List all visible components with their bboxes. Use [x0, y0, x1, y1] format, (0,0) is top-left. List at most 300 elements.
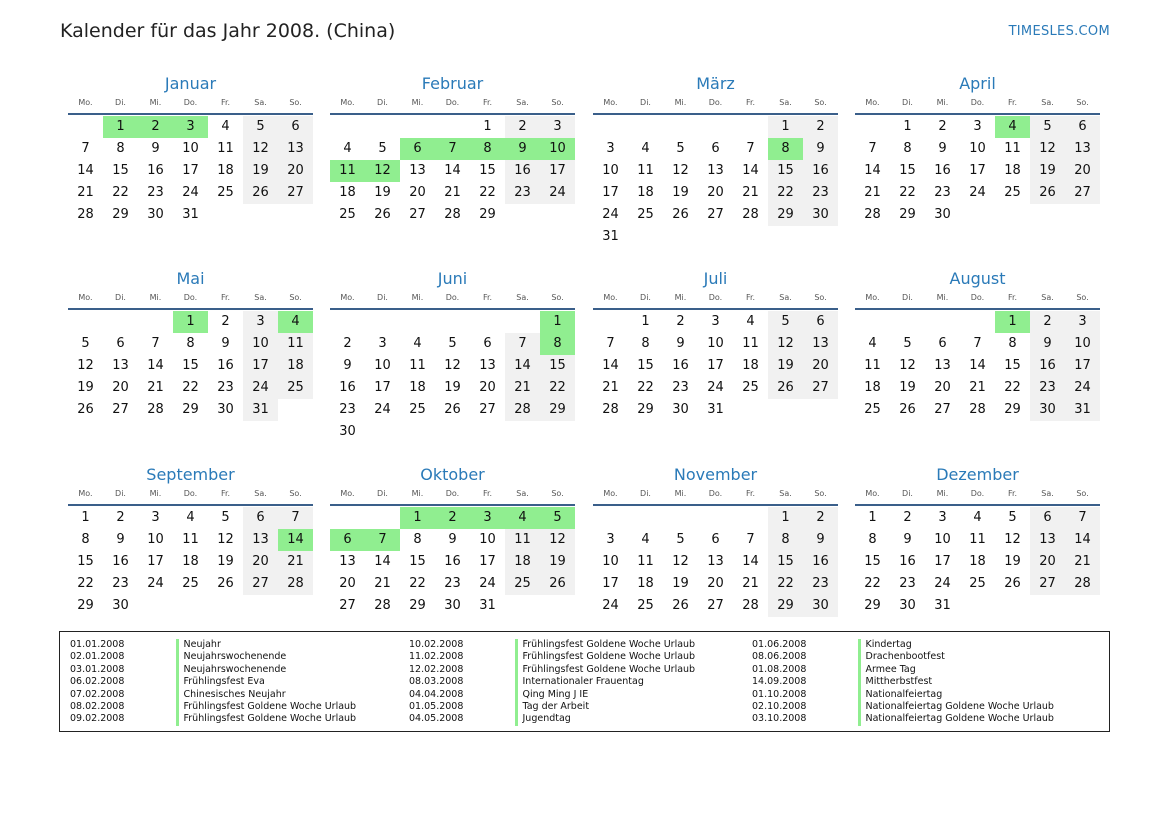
empty-cell — [855, 116, 890, 138]
day-cell: 20 — [409, 185, 426, 200]
weekday-label: Mo. — [603, 489, 618, 498]
day-cell: 2 — [343, 336, 352, 351]
holiday-date: 01.08.2008 — [752, 663, 807, 675]
day-grid — [68, 310, 313, 421]
weekday-label: Sa. — [516, 98, 529, 107]
day-cell: 22 — [637, 380, 654, 395]
day-cell: 6 — [1065, 116, 1100, 138]
day-cell: 5 — [768, 311, 803, 333]
day-cell: 9 — [448, 532, 457, 547]
day-cell: 24 — [479, 576, 496, 591]
holiday-date: 02.10.2008 — [752, 700, 807, 712]
month-märz — [593, 74, 838, 248]
day-cell: 10 — [707, 336, 724, 351]
day-cell: 29 — [112, 207, 129, 222]
day-cell: 10 — [182, 141, 199, 156]
day-cell: 2 — [505, 116, 540, 138]
day-cell: 22 — [182, 380, 199, 395]
month-mai — [68, 269, 313, 421]
legend-row — [60, 639, 356, 651]
day-cell: 9 — [938, 141, 947, 156]
holiday-marker — [176, 651, 179, 663]
day-cell: 8 — [1008, 336, 1017, 351]
empty-cell — [733, 116, 768, 138]
month-november — [593, 465, 838, 617]
holiday-day-cell: 2 — [138, 116, 173, 138]
day-cell: 20 — [1030, 551, 1065, 573]
day-cell: 4 — [413, 336, 422, 351]
holiday-marker — [858, 689, 861, 701]
holiday-date: 03.01.2008 — [70, 663, 125, 675]
legend-row — [399, 651, 695, 663]
month-name: Februar — [421, 74, 484, 93]
holiday-date: 07.02.2008 — [70, 688, 125, 700]
weekday-label: Fr. — [1007, 98, 1018, 107]
day-cell: 31 — [243, 399, 278, 421]
weekday-label: Di. — [115, 489, 126, 498]
day-cell: 16 — [217, 358, 234, 373]
weekday-label: Di. — [115, 293, 126, 302]
weekday-label: Mi. — [674, 489, 687, 498]
day-cell: 15 — [1004, 358, 1021, 373]
holiday-name: Qing Ming J IE — [522, 688, 589, 700]
day-cell: 3 — [378, 336, 387, 351]
day-cell: 12 — [540, 529, 575, 551]
day-cell: 12 — [77, 358, 94, 373]
holiday-date: 08.03.2008 — [409, 676, 464, 688]
weekday-header — [593, 489, 838, 499]
legend-row — [742, 713, 1054, 725]
day-cell: 28 — [742, 598, 759, 613]
day-cell: 1 — [768, 116, 803, 138]
day-cell: 3 — [938, 510, 947, 525]
day-cell: 26 — [444, 402, 461, 417]
weekday-label: Fr. — [1007, 293, 1018, 302]
day-cell: 6 — [243, 507, 278, 529]
holiday-name: Drachenbootfest — [865, 651, 945, 663]
day-cell: 3 — [1065, 311, 1100, 333]
day-cell: 13 — [278, 138, 313, 160]
weekday-label: So. — [1076, 489, 1089, 498]
day-cell: 22 — [899, 185, 916, 200]
site-link[interactable]: TIMESLES.COM — [1008, 24, 1110, 39]
day-cell: 21 — [742, 185, 759, 200]
day-cell: 20 — [707, 185, 724, 200]
legend-column — [399, 639, 695, 726]
day-cell: 19 — [540, 551, 575, 573]
holiday-marker — [858, 664, 861, 676]
day-cell: 10 — [969, 141, 986, 156]
empty-cell — [925, 311, 960, 333]
empty-cell — [103, 311, 138, 333]
weekday-label: Mo. — [78, 489, 93, 498]
day-cell: 8 — [413, 532, 422, 547]
weekday-label: Mi. — [149, 293, 162, 302]
day-cell: 7 — [278, 507, 313, 529]
day-cell: 3 — [540, 116, 575, 138]
holiday-date: 01.06.2008 — [752, 639, 807, 650]
holiday-name: Nationalfeiertag Goldene Woche Urlaub — [865, 700, 1054, 712]
day-cell: 16 — [147, 163, 164, 178]
month-name: Juni — [437, 269, 468, 288]
day-cell: 5 — [243, 116, 278, 138]
weekday-label: Di. — [115, 98, 126, 107]
weekday-label: So. — [551, 489, 564, 498]
holiday-name: Neujahr — [183, 639, 221, 650]
legend-row — [60, 713, 356, 725]
day-cell: 7 — [746, 532, 755, 547]
month-september — [68, 465, 313, 617]
holiday-day-cell: 8 — [540, 333, 575, 355]
weekday-label: So. — [551, 98, 564, 107]
day-cell: 29 — [768, 204, 803, 226]
weekday-label: Mo. — [603, 98, 618, 107]
day-cell: 25 — [278, 377, 313, 399]
day-cell: 26 — [77, 402, 94, 417]
day-cell: 22 — [768, 182, 803, 204]
day-cell: 4 — [343, 141, 352, 156]
empty-cell — [855, 311, 890, 333]
day-cell: 18 — [864, 380, 881, 395]
empty-cell — [330, 507, 365, 529]
day-cell: 31 — [479, 598, 496, 613]
day-cell: 7 — [505, 333, 540, 355]
weekday-label: Do. — [708, 293, 723, 302]
empty-cell — [960, 311, 995, 333]
day-cell: 15 — [768, 551, 803, 573]
day-cell: 6 — [803, 311, 838, 333]
day-grid — [593, 115, 838, 248]
day-cell: 4 — [641, 532, 650, 547]
day-cell: 21 — [444, 185, 461, 200]
weekday-label: Mi. — [936, 98, 949, 107]
day-cell: 11 — [864, 358, 881, 373]
day-cell: 13 — [479, 358, 496, 373]
day-cell: 13 — [1065, 138, 1100, 160]
day-cell: 16 — [1030, 355, 1065, 377]
day-cell: 18 — [278, 355, 313, 377]
empty-cell — [330, 311, 365, 333]
day-cell: 5 — [676, 141, 685, 156]
day-cell: 30 — [934, 207, 951, 222]
weekday-label: Sa. — [254, 489, 267, 498]
empty-cell — [365, 116, 400, 138]
day-cell: 10 — [602, 163, 619, 178]
day-cell: 26 — [1004, 576, 1021, 591]
day-cell: 21 — [602, 380, 619, 395]
holiday-day-cell: 7 — [365, 529, 400, 551]
weekday-header — [855, 293, 1100, 303]
day-cell: 15 — [864, 554, 881, 569]
day-cell: 9 — [1030, 333, 1065, 355]
holiday-marker — [515, 651, 518, 663]
day-cell: 2 — [221, 314, 230, 329]
empty-cell — [365, 311, 400, 333]
day-cell: 28 — [278, 573, 313, 595]
holiday-legend — [59, 631, 1110, 732]
holiday-name: Frühlingsfest Goldene Woche Urlaub — [522, 663, 696, 675]
holiday-marker — [515, 664, 518, 676]
day-cell: 24 — [182, 185, 199, 200]
day-cell: 14 — [444, 163, 461, 178]
day-cell: 26 — [768, 377, 803, 399]
weekday-label: Mo. — [603, 293, 618, 302]
day-cell: 9 — [903, 532, 912, 547]
empty-cell — [330, 116, 365, 138]
holiday-marker — [858, 713, 861, 725]
day-cell: 1 — [483, 119, 492, 134]
day-cell: 25 — [864, 402, 881, 417]
weekday-header — [330, 293, 575, 303]
holiday-name: Frühlingsfest Goldene Woche Urlaub — [183, 700, 357, 712]
empty-cell — [698, 507, 733, 529]
legend-row — [399, 676, 695, 688]
legend-row — [60, 651, 356, 663]
day-cell: 13 — [803, 333, 838, 355]
weekday-label: Fr. — [482, 98, 493, 107]
empty-cell — [365, 507, 400, 529]
day-cell: 6 — [1030, 507, 1065, 529]
weekday-label: Di. — [902, 293, 913, 302]
weekday-label: So. — [289, 489, 302, 498]
day-cell: 28 — [969, 402, 986, 417]
day-cell: 3 — [151, 510, 160, 525]
day-cell: 19 — [217, 554, 234, 569]
legend-row — [399, 689, 695, 701]
legend-row — [742, 701, 1054, 713]
day-cell: 30 — [112, 598, 129, 613]
day-cell: 28 — [444, 207, 461, 222]
holiday-date: 04.05.2008 — [409, 713, 464, 725]
holiday-marker — [515, 689, 518, 701]
month-name: August — [949, 269, 1006, 288]
day-cell: 23 — [217, 380, 234, 395]
day-cell: 9 — [116, 532, 125, 547]
holiday-day-cell: 10 — [540, 138, 575, 160]
weekday-label: So. — [289, 293, 302, 302]
day-cell: 10 — [243, 333, 278, 355]
day-cell: 13 — [339, 554, 356, 569]
empty-cell — [593, 311, 628, 333]
day-cell: 4 — [641, 141, 650, 156]
day-cell: 18 — [637, 576, 654, 591]
day-cell: 20 — [707, 576, 724, 591]
holiday-marker — [176, 701, 179, 713]
day-cell: 17 — [374, 380, 391, 395]
holiday-marker — [858, 676, 861, 688]
day-cell: 2 — [803, 507, 838, 529]
day-cell: 2 — [903, 510, 912, 525]
day-cell: 17 — [182, 163, 199, 178]
weekday-label: Sa. — [516, 293, 529, 302]
month-dezember — [855, 465, 1100, 617]
day-cell: 30 — [803, 595, 838, 617]
day-cell: 17 — [602, 576, 619, 591]
day-cell: 31 — [182, 207, 199, 222]
day-cell: 29 — [479, 207, 496, 222]
day-cell: 4 — [973, 510, 982, 525]
day-cell: 15 — [899, 163, 916, 178]
month-name: April — [959, 74, 996, 93]
day-cell: 24 — [707, 380, 724, 395]
day-cell: 30 — [899, 598, 916, 613]
weekday-label: Mo. — [340, 489, 355, 498]
empty-cell — [68, 311, 103, 333]
empty-cell — [138, 311, 173, 333]
day-cell: 1 — [768, 507, 803, 529]
holiday-date: 03.10.2008 — [752, 713, 807, 725]
holiday-name: Mittherbstfest — [865, 676, 933, 688]
day-cell: 21 — [1065, 551, 1100, 573]
day-cell: 8 — [903, 141, 912, 156]
weekday-label: Mi. — [674, 293, 687, 302]
day-cell: 26 — [217, 576, 234, 591]
day-cell: 15 — [768, 160, 803, 182]
holiday-marker — [515, 701, 518, 713]
day-cell: 14 — [505, 355, 540, 377]
holiday-day-cell: 12 — [365, 160, 400, 182]
day-cell: 20 — [479, 380, 496, 395]
day-cell: 16 — [444, 554, 461, 569]
weekday-label: Sa. — [1041, 98, 1054, 107]
weekday-label: Do. — [708, 98, 723, 107]
legend-row — [742, 639, 1054, 651]
empty-cell — [68, 116, 103, 138]
day-cell: 22 — [864, 576, 881, 591]
day-cell: 15 — [77, 554, 94, 569]
month-februar — [330, 74, 575, 226]
holiday-marker — [858, 701, 861, 713]
month-name: Dezember — [936, 465, 1019, 484]
day-cell: 16 — [934, 163, 951, 178]
day-cell: 13 — [934, 358, 951, 373]
day-cell: 30 — [672, 402, 689, 417]
weekday-label: Sa. — [254, 293, 267, 302]
day-cell: 22 — [1004, 380, 1021, 395]
day-cell: 29 — [182, 402, 199, 417]
day-cell: 2 — [938, 119, 947, 134]
day-cell: 14 — [602, 358, 619, 373]
holiday-name: Frühlingsfest Goldene Woche Urlaub — [522, 651, 696, 663]
day-cell: 9 — [221, 336, 230, 351]
day-cell: 20 — [803, 355, 838, 377]
day-cell: 2 — [116, 510, 125, 525]
day-cell: 30 — [444, 598, 461, 613]
day-cell: 27 — [339, 598, 356, 613]
day-cell: 19 — [243, 160, 278, 182]
legend-row — [742, 689, 1054, 701]
day-cell: 12 — [672, 163, 689, 178]
day-cell: 4 — [221, 119, 230, 134]
legend-row — [60, 664, 356, 676]
weekday-label: So. — [1076, 293, 1089, 302]
holiday-name: Tag der Arbeit — [522, 700, 590, 712]
day-cell: 19 — [672, 576, 689, 591]
weekday-label: Mi. — [411, 489, 424, 498]
day-cell: 25 — [637, 598, 654, 613]
month-oktober — [330, 465, 575, 617]
day-cell: 17 — [934, 554, 951, 569]
weekday-label: Mo. — [340, 293, 355, 302]
page-title: Kalender für das Jahr 2008. (China) — [60, 20, 396, 42]
holiday-name: Chinesisches Neujahr — [183, 688, 286, 700]
day-cell: 3 — [711, 314, 720, 329]
holiday-name: Frühlingsfest Eva — [183, 676, 265, 688]
holiday-date: 09.02.2008 — [70, 713, 125, 725]
day-cell: 3 — [606, 141, 615, 156]
day-cell: 18 — [742, 358, 759, 373]
day-cell: 9 — [343, 358, 352, 373]
holiday-date: 14.09.2008 — [752, 676, 807, 688]
day-cell: 24 — [374, 402, 391, 417]
day-cell: 15 — [540, 355, 575, 377]
day-cell: 9 — [151, 141, 160, 156]
day-cell: 13 — [707, 554, 724, 569]
empty-cell — [593, 507, 628, 529]
day-cell: 9 — [803, 138, 838, 160]
weekday-label: So. — [814, 293, 827, 302]
weekday-label: Do. — [970, 489, 985, 498]
weekday-label: Sa. — [1041, 489, 1054, 498]
day-cell: 9 — [803, 529, 838, 551]
day-cell: 12 — [217, 532, 234, 547]
day-cell: 1 — [641, 314, 650, 329]
day-cell: 28 — [864, 207, 881, 222]
empty-cell — [698, 116, 733, 138]
weekday-label: Mo. — [865, 293, 880, 302]
holiday-day-cell: 6 — [330, 529, 365, 551]
empty-cell — [733, 507, 768, 529]
day-cell: 12 — [444, 358, 461, 373]
day-cell: 11 — [409, 358, 426, 373]
empty-cell — [593, 116, 628, 138]
day-cell: 15 — [409, 554, 426, 569]
day-cell: 25 — [1004, 185, 1021, 200]
day-grid — [855, 310, 1100, 421]
day-cell: 11 — [1004, 141, 1021, 156]
weekday-label: Sa. — [779, 98, 792, 107]
legend-row — [60, 676, 356, 688]
day-cell: 17 — [1065, 355, 1100, 377]
day-cell: 23 — [444, 576, 461, 591]
day-cell: 25 — [409, 402, 426, 417]
day-cell: 6 — [938, 336, 947, 351]
day-cell: 11 — [637, 554, 654, 569]
holiday-date: 08.06.2008 — [752, 651, 807, 663]
holiday-marker — [176, 664, 179, 676]
legend-column — [60, 639, 356, 726]
day-cell: 8 — [81, 532, 90, 547]
day-cell: 17 — [243, 355, 278, 377]
holiday-day-cell: 8 — [470, 138, 505, 160]
day-cell: 16 — [899, 554, 916, 569]
day-cell: 24 — [969, 185, 986, 200]
day-cell: 18 — [1004, 163, 1021, 178]
day-cell: 7 — [81, 141, 90, 156]
day-cell: 23 — [112, 576, 129, 591]
day-cell: 27 — [243, 573, 278, 595]
day-cell: 30 — [1030, 399, 1065, 421]
weekday-header — [68, 293, 313, 303]
day-cell: 13 — [409, 163, 426, 178]
day-cell: 15 — [182, 358, 199, 373]
day-cell: 28 — [742, 207, 759, 222]
day-cell: 5 — [1008, 510, 1017, 525]
day-cell: 23 — [803, 182, 838, 204]
day-cell: 5 — [1030, 116, 1065, 138]
day-cell: 30 — [147, 207, 164, 222]
month-name: September — [146, 465, 235, 484]
